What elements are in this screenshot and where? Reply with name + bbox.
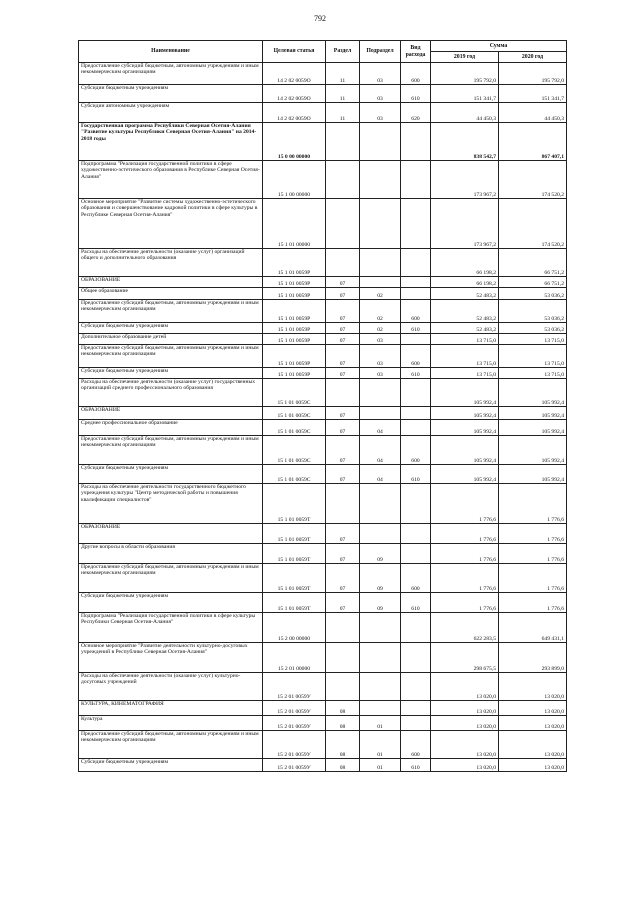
row-amount-2019: 13 020,0 — [431, 759, 499, 772]
row-amount-2020: 44 450,3 — [499, 103, 567, 123]
table-row — [79, 420, 567, 436]
row-name: Субсидии автономным учреждениям — [79, 103, 263, 123]
row-section: 07 — [326, 323, 360, 334]
row-subsection: 04 — [360, 420, 401, 436]
row-section — [326, 484, 360, 524]
row-amount-2019: 52 483,2 — [431, 300, 499, 323]
row-subsection: 09 — [360, 544, 401, 564]
row-target-code: 15 1 01 0059Р — [263, 277, 326, 288]
row-name: Предоставление субсидий бюджетным, автономным учреждениям и иным некоммерческим организациям — [79, 564, 263, 593]
row-subsection — [360, 613, 401, 643]
row-target-code: 15 1 01 0059С — [263, 379, 326, 407]
row-expense-type: 610 — [401, 323, 431, 334]
table-row — [79, 759, 567, 772]
row-name: Расходы на обеспечение деятельности (оказание услуг) государственных организаций среднего профессионального образования — [79, 379, 263, 407]
row-expense-type: 610 — [401, 593, 431, 613]
row-amount-2020: 13 020,0 — [499, 673, 567, 701]
row-name: Субсидии бюджетным учреждениям — [79, 465, 263, 484]
row-subsection: 02 — [360, 323, 401, 334]
table-row — [79, 199, 567, 249]
table-body — [79, 63, 567, 772]
table-row — [79, 544, 567, 564]
row-section — [326, 161, 360, 199]
row-amount-2019: 13 020,0 — [431, 716, 499, 731]
row-amount-2020: 13 715,0 — [499, 345, 567, 368]
row-name: Среднее профессиональное образование — [79, 420, 263, 436]
table-row — [79, 277, 567, 288]
row-subsection — [360, 277, 401, 288]
row-amount-2020: 174 520,2 — [499, 161, 567, 199]
header-sum: Сумма — [431, 41, 567, 52]
row-subsection — [360, 379, 401, 407]
row-target-code: 15 2 01 0059У — [263, 759, 326, 772]
row-name: Предоставление субсидий бюджетным, автономным учреждениям и иным некоммерческим организациям — [79, 63, 263, 85]
row-name: Основное мероприятие "Развитие деятельности культурно-досуговых учреждений в Республике Северная Осетия-Алания" — [79, 643, 263, 673]
row-amount-2019: 1 776,6 — [431, 524, 499, 544]
row-amount-2020: 105 992,4 — [499, 407, 567, 420]
row-amount-2019: 44 450,3 — [431, 103, 499, 123]
row-amount-2020: 66 751,2 — [499, 249, 567, 277]
row-expense-type — [401, 524, 431, 544]
row-amount-2020: 105 992,4 — [499, 436, 567, 465]
row-expense-type: 620 — [401, 103, 431, 123]
row-expense-type — [401, 420, 431, 436]
row-amount-2019: 173 967,2 — [431, 161, 499, 199]
row-section — [326, 673, 360, 701]
row-subsection: 04 — [360, 436, 401, 465]
table-row — [79, 323, 567, 334]
table-row — [79, 436, 567, 465]
row-expense-type: 600 — [401, 564, 431, 593]
row-amount-2019: 1 776,6 — [431, 564, 499, 593]
table-row — [79, 345, 567, 368]
header-year-2019: 2019 год — [431, 52, 499, 63]
row-name: Другие вопросы в области образования — [79, 544, 263, 564]
header-year-2020: 2020 год — [499, 52, 567, 63]
row-section: 07 — [326, 300, 360, 323]
row-target-code: 15 1 01 0059Р — [263, 249, 326, 277]
row-amount-2020: 1 776,6 — [499, 544, 567, 564]
row-amount-2020: 13 020,0 — [499, 731, 567, 759]
row-amount-2019: 105 992,4 — [431, 420, 499, 436]
row-amount-2019: 13 715,0 — [431, 345, 499, 368]
row-name: Основное мероприятие "Развитие системы художественно-эстетического образования и совершенствование кадровой политики в сфере культуры в Республике Северная Осетия-Алания" — [79, 199, 263, 249]
header-expense-type: Вид расхода — [401, 41, 431, 63]
row-subsection: 03 — [360, 63, 401, 85]
table-row — [79, 368, 567, 379]
row-amount-2020: 1 776,6 — [499, 484, 567, 524]
table-row — [79, 85, 567, 103]
row-target-code: 15 1 01 0059Р — [263, 300, 326, 323]
row-target-code: 15 1 01 0059Р — [263, 288, 326, 300]
row-amount-2019: 52 483,2 — [431, 323, 499, 334]
row-target-code: 15 2 01 0059У — [263, 731, 326, 759]
row-section: 07 — [326, 420, 360, 436]
row-section: 07 — [326, 277, 360, 288]
row-section — [326, 643, 360, 673]
row-amount-2019: 298 675,5 — [431, 643, 499, 673]
row-name: Культура — [79, 716, 263, 731]
row-subsection — [360, 701, 401, 716]
row-section: 07 — [326, 407, 360, 420]
row-subsection — [360, 673, 401, 701]
row-name: Общее образование — [79, 288, 263, 300]
row-amount-2019: 52 483,2 — [431, 288, 499, 300]
row-amount-2020: 53 036,2 — [499, 300, 567, 323]
table-row — [79, 288, 567, 300]
row-amount-2020: 13 715,0 — [499, 368, 567, 379]
row-amount-2019: 13 715,0 — [431, 368, 499, 379]
row-section — [326, 249, 360, 277]
row-subsection — [360, 123, 401, 161]
row-section: 08 — [326, 731, 360, 759]
row-target-code: 15 2 01 0059У — [263, 716, 326, 731]
row-section: 07 — [326, 368, 360, 379]
row-target-code: 15 1 01 0059Р — [263, 345, 326, 368]
table-row — [79, 593, 567, 613]
row-amount-2020: 13 715,0 — [499, 334, 567, 345]
row-section: 08 — [326, 716, 360, 731]
row-section — [326, 613, 360, 643]
row-expense-type — [401, 643, 431, 673]
table-row — [79, 484, 567, 524]
row-subsection — [360, 249, 401, 277]
row-amount-2019: 13 715,0 — [431, 334, 499, 345]
row-subsection — [360, 407, 401, 420]
row-section: 07 — [326, 544, 360, 564]
row-amount-2020: 174 520,2 — [499, 199, 567, 249]
row-amount-2019: 838 542,7 — [431, 123, 499, 161]
row-expense-type — [401, 249, 431, 277]
row-amount-2020: 105 992,4 — [499, 379, 567, 407]
table-row — [79, 613, 567, 643]
row-amount-2020: 105 992,4 — [499, 420, 567, 436]
row-expense-type — [401, 701, 431, 716]
row-target-code: 15 1 01 0059Р — [263, 334, 326, 345]
row-amount-2020: 195 792,0 — [499, 63, 567, 85]
row-subsection — [360, 484, 401, 524]
row-amount-2019: 151 341,7 — [431, 85, 499, 103]
row-amount-2020: 1 776,6 — [499, 593, 567, 613]
header-name: Наименование — [79, 41, 263, 63]
row-amount-2019: 622 283,5 — [431, 613, 499, 643]
row-name: Дополнительное образование детей — [79, 334, 263, 345]
row-target-code: 15 2 01 0059У — [263, 673, 326, 701]
header-subsection: Подраздел — [360, 41, 401, 63]
row-name: Государственная программа Республики Северная Осетия-Алания "Развитие культуры Республики Северная Осетия-Алания" на 2014-2018 годы — [79, 123, 263, 161]
row-target-code: 15 1 01 0059С — [263, 465, 326, 484]
row-subsection: 03 — [360, 85, 401, 103]
row-section — [326, 123, 360, 161]
table-row — [79, 103, 567, 123]
row-subsection: 02 — [360, 288, 401, 300]
row-name: Субсидии бюджетным учреждениям — [79, 85, 263, 103]
row-name: Субсидии бюджетным учреждениям — [79, 323, 263, 334]
row-expense-type — [401, 484, 431, 524]
row-expense-type: 610 — [401, 465, 431, 484]
row-name: Расходы на обеспечение деятельности (оказание услуг) культурно-досуговых учреждений — [79, 673, 263, 701]
row-amount-2019: 105 992,4 — [431, 407, 499, 420]
row-section: 08 — [326, 701, 360, 716]
row-name: ОБРАЗОВАНИЕ — [79, 277, 263, 288]
row-expense-type: 600 — [401, 63, 431, 85]
row-name: Подпрограмма "Реализация государственной политики в сфере культуры Республики Северная Осетия-Алания" — [79, 613, 263, 643]
row-section — [326, 379, 360, 407]
row-amount-2019: 173 967,2 — [431, 199, 499, 249]
row-section: 08 — [326, 759, 360, 772]
row-subsection — [360, 643, 401, 673]
row-subsection: 09 — [360, 593, 401, 613]
row-section: 11 — [326, 103, 360, 123]
table-row — [79, 564, 567, 593]
row-subsection: 02 — [360, 300, 401, 323]
row-expense-type — [401, 123, 431, 161]
header-code: Целевая статья — [263, 41, 326, 63]
row-name: КУЛЬТУРА, КИНЕМАТОГРАФИЯ — [79, 701, 263, 716]
row-target-code: 15 1 01 0059С — [263, 436, 326, 465]
row-expense-type — [401, 716, 431, 731]
row-expense-type — [401, 334, 431, 345]
table-row — [79, 334, 567, 345]
row-expense-type: 610 — [401, 85, 431, 103]
row-section: 07 — [326, 288, 360, 300]
row-subsection: 03 — [360, 334, 401, 345]
row-target-code: 15 2 01 0059У — [263, 701, 326, 716]
row-target-code: 15 1 01 0059Т — [263, 524, 326, 544]
row-target-code: 14 2 02 0059О — [263, 63, 326, 85]
row-section: 07 — [326, 345, 360, 368]
row-target-code: 15 0 00 00000 — [263, 123, 326, 161]
row-amount-2019: 105 992,4 — [431, 465, 499, 484]
row-subsection — [360, 524, 401, 544]
row-expense-type: 610 — [401, 759, 431, 772]
row-target-code: 15 1 01 0059С — [263, 407, 326, 420]
row-target-code: 15 2 01 00000 — [263, 643, 326, 673]
row-target-code: 15 1 01 0059С — [263, 420, 326, 436]
table-row — [79, 63, 567, 85]
row-expense-type — [401, 161, 431, 199]
table-row — [79, 300, 567, 323]
row-amount-2020: 151 341,7 — [499, 85, 567, 103]
row-subsection: 01 — [360, 716, 401, 731]
row-subsection — [360, 161, 401, 199]
table-row — [79, 379, 567, 407]
row-amount-2020: 13 020,0 — [499, 716, 567, 731]
row-subsection: 01 — [360, 759, 401, 772]
row-target-code: 15 1 00 00000 — [263, 161, 326, 199]
row-expense-type: 610 — [401, 368, 431, 379]
row-amount-2020: 1 776,6 — [499, 524, 567, 544]
row-amount-2020: 867 407,1 — [499, 123, 567, 161]
row-expense-type — [401, 199, 431, 249]
row-target-code: 15 1 01 0059Р — [263, 368, 326, 379]
table-row — [79, 731, 567, 759]
table-row — [79, 249, 567, 277]
table-row — [79, 673, 567, 701]
budget-table — [78, 40, 567, 772]
row-amount-2019: 105 992,4 — [431, 379, 499, 407]
row-amount-2020: 293 899,0 — [499, 643, 567, 673]
row-subsection: 03 — [360, 103, 401, 123]
row-amount-2019: 1 776,6 — [431, 593, 499, 613]
row-amount-2020: 649 431,1 — [499, 613, 567, 643]
row-expense-type — [401, 673, 431, 701]
row-name: Субсидии бюджетным учреждениям — [79, 759, 263, 772]
row-expense-type: 600 — [401, 731, 431, 759]
row-amount-2020: 53 036,2 — [499, 323, 567, 334]
page-number: 792 — [314, 14, 326, 23]
row-amount-2019: 13 020,0 — [431, 731, 499, 759]
row-target-code: 14 2 02 0059О — [263, 85, 326, 103]
row-amount-2019: 66 198,2 — [431, 277, 499, 288]
row-subsection: 04 — [360, 465, 401, 484]
table-row — [79, 161, 567, 199]
row-amount-2020: 105 992,4 — [499, 465, 567, 484]
row-name: Предоставление субсидий бюджетным, автономным учреждениям и иным некоммерческим организациям — [79, 300, 263, 323]
row-target-code: 15 1 01 0059Т — [263, 593, 326, 613]
row-section: 11 — [326, 63, 360, 85]
row-section: 07 — [326, 465, 360, 484]
row-expense-type — [401, 544, 431, 564]
row-amount-2020: 13 020,0 — [499, 701, 567, 716]
row-section: 07 — [326, 564, 360, 593]
row-section: 07 — [326, 593, 360, 613]
table-row — [79, 407, 567, 420]
row-amount-2019: 13 020,0 — [431, 673, 499, 701]
row-target-code: 15 2 00 00000 — [263, 613, 326, 643]
table-row — [79, 716, 567, 731]
row-name: Субсидии бюджетным учреждениям — [79, 593, 263, 613]
row-section: 07 — [326, 524, 360, 544]
table-row — [79, 701, 567, 716]
table-row — [79, 524, 567, 544]
row-expense-type — [401, 407, 431, 420]
row-amount-2019: 13 020,0 — [431, 701, 499, 716]
row-amount-2019: 195 792,0 — [431, 63, 499, 85]
row-section: 11 — [326, 85, 360, 103]
row-name: Расходы на обеспечение деятельности государственного бюджетного учреждения культуры "Центр методической работы и повышения квалификации специалистов" — [79, 484, 263, 524]
row-amount-2019: 1 776,6 — [431, 484, 499, 524]
table-row — [79, 643, 567, 673]
row-target-code: 14 2 02 0059О — [263, 103, 326, 123]
row-section: 07 — [326, 334, 360, 345]
row-expense-type — [401, 613, 431, 643]
row-amount-2019: 105 992,4 — [431, 436, 499, 465]
row-expense-type — [401, 379, 431, 407]
row-subsection — [360, 199, 401, 249]
row-expense-type: 600 — [401, 436, 431, 465]
row-target-code: 15 1 01 0059Т — [263, 544, 326, 564]
row-name: Предоставление субсидий бюджетным, автономным учреждениям и иным некоммерческим организациям — [79, 436, 263, 465]
table-row — [79, 123, 567, 161]
row-subsection: 03 — [360, 345, 401, 368]
row-name: ОБРАЗОВАНИЕ — [79, 407, 263, 420]
row-expense-type — [401, 277, 431, 288]
row-section — [326, 199, 360, 249]
row-target-code: 15 1 01 00000 — [263, 199, 326, 249]
row-amount-2020: 13 020,0 — [499, 759, 567, 772]
row-amount-2020: 53 036,2 — [499, 288, 567, 300]
row-name: ОБРАЗОВАНИЕ — [79, 524, 263, 544]
row-expense-type — [401, 288, 431, 300]
row-expense-type: 600 — [401, 300, 431, 323]
row-target-code: 15 1 01 0059Т — [263, 564, 326, 593]
row-amount-2019: 66 198,2 — [431, 249, 499, 277]
row-name: Предоставление субсидий бюджетным, автономным учреждениям и иным некоммерческим организациям — [79, 345, 263, 368]
row-subsection: 03 — [360, 368, 401, 379]
row-amount-2019: 1 776,6 — [431, 544, 499, 564]
row-amount-2020: 66 751,2 — [499, 277, 567, 288]
row-subsection: 01 — [360, 731, 401, 759]
row-name: Подпрограмма "Реализация государственной политики в сфере художественно-эстетического образования в Республике Северная Осетия-Алания" — [79, 161, 263, 199]
row-amount-2020: 1 776,6 — [499, 564, 567, 593]
row-target-code: 15 1 01 0059Р — [263, 323, 326, 334]
row-name: Субсидии бюджетным учреждениям — [79, 368, 263, 379]
row-name: Предоставление субсидий бюджетным, автономным учреждениям и иным некоммерческим организациям — [79, 731, 263, 759]
row-section: 07 — [326, 436, 360, 465]
header-section: Раздел — [326, 41, 360, 63]
row-target-code: 15 1 01 0059Т — [263, 484, 326, 524]
row-name: Расходы на обеспечение деятельности (оказание услуг) организаций общего и дополнительного образования — [79, 249, 263, 277]
row-subsection: 09 — [360, 564, 401, 593]
row-expense-type: 600 — [401, 345, 431, 368]
table-row — [79, 465, 567, 484]
